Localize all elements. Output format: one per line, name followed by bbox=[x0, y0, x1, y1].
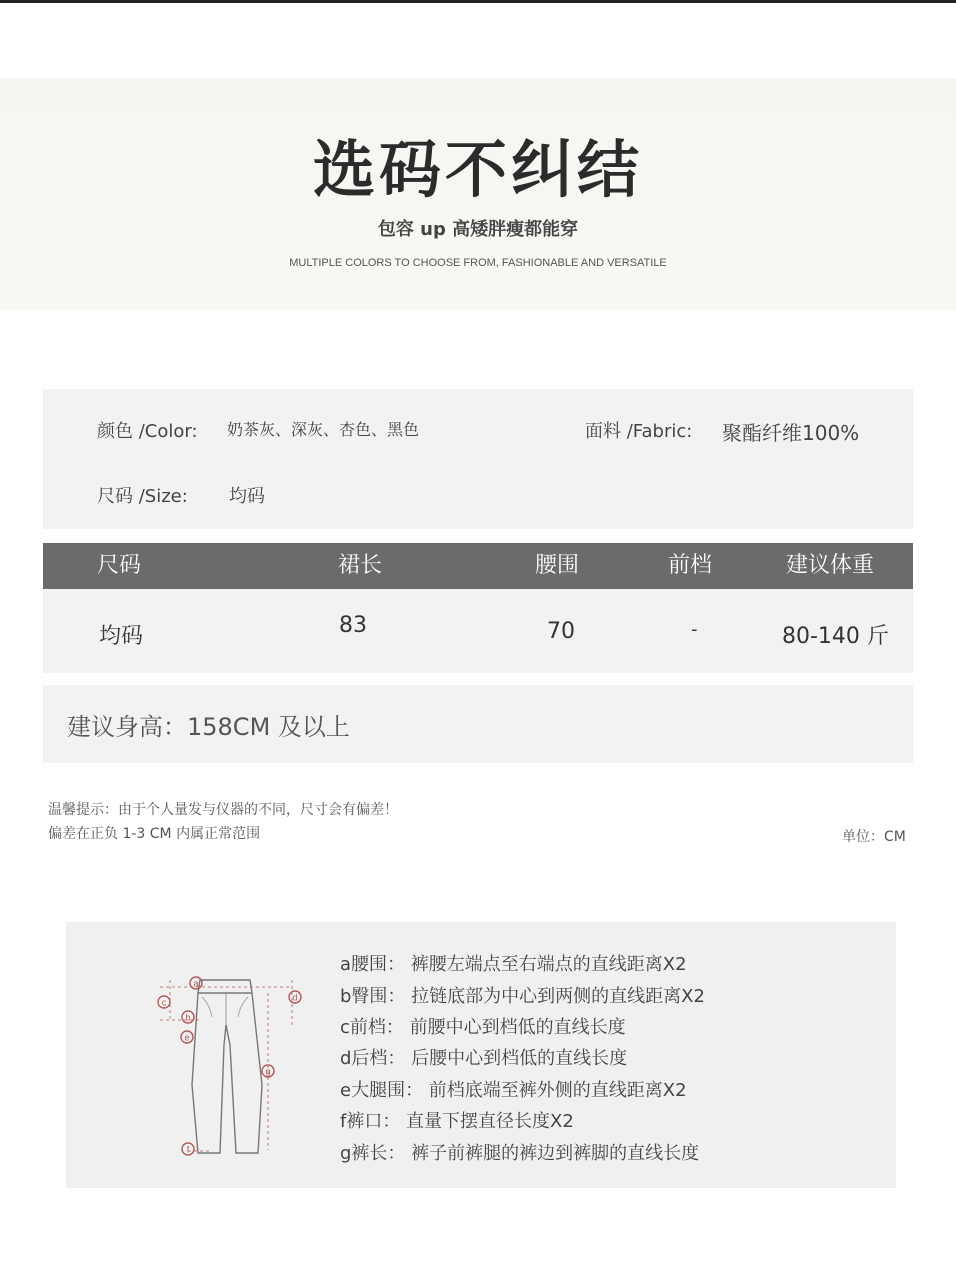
cell-skirt-length: 83 bbox=[339, 613, 367, 638]
marker-c bbox=[158, 996, 170, 1008]
svg-text:d: d bbox=[292, 992, 298, 1003]
header-size: 尺码 bbox=[97, 553, 142, 578]
marker-e bbox=[181, 1031, 193, 1043]
cell-waist: 70 bbox=[547, 619, 575, 644]
header-waist: 腰围 bbox=[535, 553, 580, 578]
recommended-height-box bbox=[43, 685, 913, 763]
header-front-rise: 前档 bbox=[668, 553, 713, 578]
recommended-height-text: 建议身高：158CM 及以上 bbox=[67, 713, 350, 741]
page-subtitle-english: MULTIPLE COLORS TO CHOOSE FROM, FASHIONABLE AND VERSATILE bbox=[289, 257, 667, 269]
definition-pants-length: g裤长： 裤子前裤腿的裤边到裤脚的直线长度 bbox=[340, 1143, 700, 1164]
tip-line-2: 偏差在正负 1-3 CM 内属正常范围 bbox=[48, 826, 261, 842]
marker-f bbox=[182, 1143, 194, 1155]
definition-front-rise: c前档： 前腰中心到档低的直线长度 bbox=[340, 1017, 626, 1038]
definition-leg-opening: f裤口： 直量下摆直径长度X2 bbox=[340, 1111, 574, 1132]
table-row bbox=[43, 589, 913, 673]
color-value: 奶茶灰、深灰、杏色、黑色 bbox=[227, 420, 420, 439]
svg-text:a: a bbox=[193, 978, 199, 989]
unit-label: 单位：CM bbox=[842, 829, 906, 845]
fabric-value: 聚酯纤维100% bbox=[722, 421, 860, 445]
header-recommended-weight: 建议体重 bbox=[786, 553, 875, 578]
cell-front-rise: - bbox=[691, 619, 698, 640]
svg-text:e: e bbox=[184, 1032, 190, 1043]
marker-g bbox=[262, 1065, 274, 1077]
svg-text:b: b bbox=[185, 1012, 191, 1023]
marker-d bbox=[289, 991, 301, 1003]
size-value: 均码 bbox=[229, 486, 265, 507]
top-border-line bbox=[0, 0, 956, 3]
cell-size: 均码 bbox=[99, 624, 144, 649]
svg-text:f: f bbox=[186, 1144, 190, 1155]
definition-waist: a腰围： 裤腰左端点至右端点的直线距离X2 bbox=[340, 954, 687, 975]
tip-line-1: 温馨提示：由于个人量发与仪器的不同，尺寸会有偏差！ bbox=[48, 802, 398, 818]
size-table-header bbox=[43, 543, 913, 589]
pants-diagram bbox=[140, 965, 310, 1165]
fabric-label: 面料 /Fabric: bbox=[585, 421, 693, 442]
marker-b bbox=[182, 1011, 194, 1023]
definition-back-rise: d后档： 后腰中心到档低的直线长度 bbox=[340, 1048, 628, 1069]
color-label: 颜色 /Color: bbox=[97, 421, 198, 442]
definition-thigh: e大腿围： 前档底端至裤外侧的直线距离X2 bbox=[340, 1080, 687, 1101]
svg-text:g: g bbox=[265, 1066, 271, 1077]
header-skirt-length: 裙长 bbox=[338, 553, 383, 578]
size-label: 尺码 /Size: bbox=[97, 486, 188, 507]
definition-hip: b臀围： 拉链底部为中心到两侧的直线距离X2 bbox=[340, 986, 705, 1007]
page-title: 选码不纠结 bbox=[312, 133, 643, 206]
page-subtitle: 包容 up 高矮胖瘦都能穿 bbox=[377, 219, 579, 240]
cell-recommended-weight: 80-140 斤 bbox=[782, 624, 889, 649]
product-info-box bbox=[43, 389, 913, 529]
svg-text:c: c bbox=[161, 997, 167, 1008]
